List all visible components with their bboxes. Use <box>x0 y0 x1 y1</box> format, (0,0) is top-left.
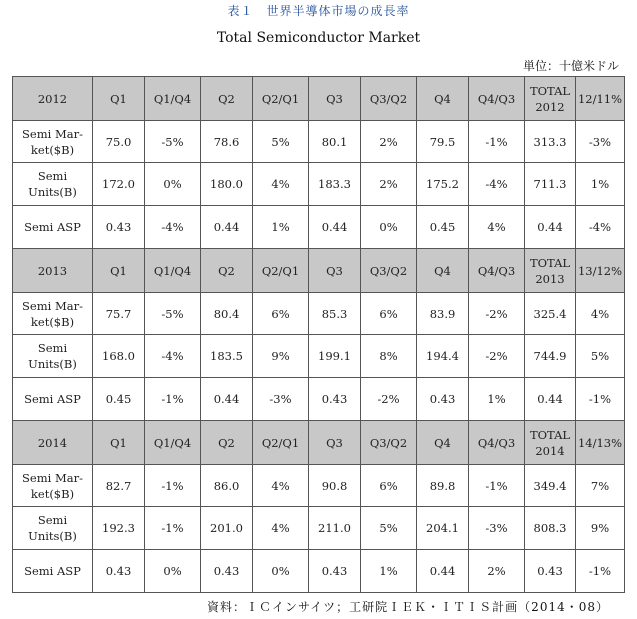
value-cell: -1% <box>469 465 525 507</box>
value-cell: 313.3 <box>525 121 576 163</box>
row-label-cell: Semi Units(B) <box>13 507 93 550</box>
value-cell: 0.43 <box>525 550 576 593</box>
value-cell: -3% <box>253 378 309 421</box>
column-header-cell: Q4/Q3 <box>469 249 525 293</box>
column-header-cell: Q1 <box>93 77 145 121</box>
value-cell: 0% <box>145 550 201 593</box>
value-cell: 199.1 <box>309 335 361 378</box>
value-cell: 83.9 <box>417 293 469 335</box>
value-cell: 0.43 <box>309 550 361 593</box>
value-cell: -1% <box>145 465 201 507</box>
value-cell: 349.4 <box>525 465 576 507</box>
value-cell: 2% <box>469 550 525 593</box>
value-cell: 0.44 <box>525 206 576 249</box>
value-cell: 201.0 <box>201 507 253 550</box>
row-label-cell: Semi ASP <box>13 550 93 593</box>
value-cell: -5% <box>145 121 201 163</box>
table-title: Total Semiconductor Market <box>216 30 421 46</box>
value-cell: -1% <box>145 378 201 421</box>
semi-units-row <box>13 335 625 378</box>
row-label-cell: Semi Units(B) <box>13 163 93 206</box>
value-cell: 1% <box>253 206 309 249</box>
value-cell: 0% <box>253 550 309 593</box>
value-cell: 0% <box>361 206 417 249</box>
value-cell: 78.6 <box>201 121 253 163</box>
column-header-cell: Q2/Q1 <box>253 249 309 293</box>
value-cell: 192.3 <box>93 507 145 550</box>
column-header-cell: Q4/Q3 <box>469 77 525 121</box>
value-cell: 0.43 <box>93 550 145 593</box>
column-header-cell: Q4 <box>417 249 469 293</box>
value-cell: 9% <box>576 507 625 550</box>
value-cell: 0.44 <box>309 206 361 249</box>
section-header-row <box>13 249 625 293</box>
row-label-cell: Semi ASP <box>13 206 93 249</box>
year-header-cell: 2014 <box>13 421 93 465</box>
year-header-cell: 2013 <box>13 249 93 293</box>
value-cell: 7% <box>576 465 625 507</box>
value-cell: 79.5 <box>417 121 469 163</box>
value-cell: 80.1 <box>309 121 361 163</box>
value-cell: -3% <box>576 121 625 163</box>
value-cell: -4% <box>469 163 525 206</box>
value-cell: 194.4 <box>417 335 469 378</box>
row-label-cell: Semi ASP <box>13 378 93 421</box>
value-cell: 744.9 <box>525 335 576 378</box>
source-note: 資料：ＩＣインサイツ；工研院ＩＥＫ・ＩＴＩＳ計画（2014・08） <box>207 600 609 614</box>
column-header-cell: Q1/Q4 <box>145 421 201 465</box>
column-header-cell: Q2 <box>201 249 253 293</box>
year-header-cell: 2012 <box>13 77 93 121</box>
value-cell: 183.3 <box>309 163 361 206</box>
value-cell: 0.44 <box>201 378 253 421</box>
value-cell: 75.7 <box>93 293 145 335</box>
column-header-cell: Q2 <box>201 77 253 121</box>
value-cell: -1% <box>145 507 201 550</box>
column-header-cell: TOTAL 2012 <box>525 77 576 121</box>
value-cell: 0.43 <box>417 378 469 421</box>
column-header-cell: Q4 <box>417 421 469 465</box>
column-header-cell: Q2 <box>201 421 253 465</box>
value-cell: -4% <box>576 206 625 249</box>
value-cell: 325.4 <box>525 293 576 335</box>
value-cell: 711.3 <box>525 163 576 206</box>
value-cell: 0.43 <box>309 378 361 421</box>
value-cell: 183.5 <box>201 335 253 378</box>
unit-label: 単位：十億米ドル <box>522 59 619 73</box>
semi-units-row <box>13 163 625 206</box>
value-cell: 5% <box>361 507 417 550</box>
column-header-cell: Q2/Q1 <box>253 77 309 121</box>
column-header-cell: Q3 <box>309 77 361 121</box>
value-cell: 90.8 <box>309 465 361 507</box>
value-cell: -2% <box>469 335 525 378</box>
value-cell: -2% <box>469 293 525 335</box>
row-label-cell: Semi Mar- ket($B) <box>13 293 93 335</box>
column-header-cell: Q3/Q2 <box>361 249 417 293</box>
value-cell: -2% <box>361 378 417 421</box>
semi-market-row <box>13 465 625 507</box>
value-cell: 5% <box>576 335 625 378</box>
value-cell: 1% <box>576 163 625 206</box>
semiconductor-market-table <box>12 76 625 593</box>
value-cell: -4% <box>145 206 201 249</box>
section-header-row <box>13 421 625 465</box>
column-header-cell: Q1/Q4 <box>145 249 201 293</box>
value-cell: 2% <box>361 163 417 206</box>
value-cell: 75.0 <box>93 121 145 163</box>
column-header-cell: Q4 <box>417 77 469 121</box>
section-header-row <box>13 77 625 121</box>
value-cell: 211.0 <box>309 507 361 550</box>
value-cell: -4% <box>145 335 201 378</box>
value-cell: 204.1 <box>417 507 469 550</box>
table-caption: 表１ 世界半導体市場の成長率 <box>227 4 410 18</box>
semi-market-row <box>13 293 625 335</box>
value-cell: 0.45 <box>93 378 145 421</box>
value-cell: 4% <box>576 293 625 335</box>
column-header-cell: 13/12% <box>576 249 625 293</box>
column-header-cell: Q1/Q4 <box>145 77 201 121</box>
value-cell: 172.0 <box>93 163 145 206</box>
value-cell: 6% <box>361 465 417 507</box>
value-cell: -1% <box>469 121 525 163</box>
semi-units-row <box>13 507 625 550</box>
column-header-cell: Q2/Q1 <box>253 421 309 465</box>
column-header-cell: 14/13% <box>576 421 625 465</box>
value-cell: 0.43 <box>201 550 253 593</box>
column-header-cell: Q4/Q3 <box>469 421 525 465</box>
semi-asp-row <box>13 378 625 421</box>
column-header-cell: Q3/Q2 <box>361 421 417 465</box>
semi-asp-row <box>13 550 625 593</box>
value-cell: 80.4 <box>201 293 253 335</box>
value-cell: 1% <box>469 378 525 421</box>
value-cell: 1% <box>361 550 417 593</box>
value-cell: 4% <box>253 507 309 550</box>
value-cell: 8% <box>361 335 417 378</box>
value-cell: 4% <box>253 465 309 507</box>
value-cell: 180.0 <box>201 163 253 206</box>
value-cell: 9% <box>253 335 309 378</box>
row-label-cell: Semi Mar- ket($B) <box>13 465 93 507</box>
value-cell: -1% <box>576 550 625 593</box>
column-header-cell: Q1 <box>93 249 145 293</box>
value-cell: 0.44 <box>201 206 253 249</box>
value-cell: -3% <box>469 507 525 550</box>
column-header-cell: TOTAL 2013 <box>525 249 576 293</box>
value-cell: 6% <box>253 293 309 335</box>
column-header-cell: 12/11% <box>576 77 625 121</box>
value-cell: 0.43 <box>93 206 145 249</box>
value-cell: 0.45 <box>417 206 469 249</box>
row-label-cell: Semi Mar- ket($B) <box>13 121 93 163</box>
column-header-cell: TOTAL 2014 <box>525 421 576 465</box>
value-cell: -5% <box>145 293 201 335</box>
column-header-cell: Q3 <box>309 421 361 465</box>
value-cell: 89.8 <box>417 465 469 507</box>
value-cell: 0.44 <box>417 550 469 593</box>
value-cell: 808.3 <box>525 507 576 550</box>
value-cell: 86.0 <box>201 465 253 507</box>
value-cell: 82.7 <box>93 465 145 507</box>
value-cell: -1% <box>576 378 625 421</box>
value-cell: 4% <box>253 163 309 206</box>
semi-market-row <box>13 121 625 163</box>
value-cell: 85.3 <box>309 293 361 335</box>
semi-asp-row <box>13 206 625 249</box>
column-header-cell: Q3/Q2 <box>361 77 417 121</box>
value-cell: 0.44 <box>525 378 576 421</box>
column-header-cell: Q3 <box>309 249 361 293</box>
value-cell: 2% <box>361 121 417 163</box>
value-cell: 175.2 <box>417 163 469 206</box>
column-header-cell: Q1 <box>93 421 145 465</box>
row-label-cell: Semi Units(B) <box>13 335 93 378</box>
value-cell: 4% <box>469 206 525 249</box>
value-cell: 0% <box>145 163 201 206</box>
value-cell: 5% <box>253 121 309 163</box>
value-cell: 168.0 <box>93 335 145 378</box>
value-cell: 6% <box>361 293 417 335</box>
